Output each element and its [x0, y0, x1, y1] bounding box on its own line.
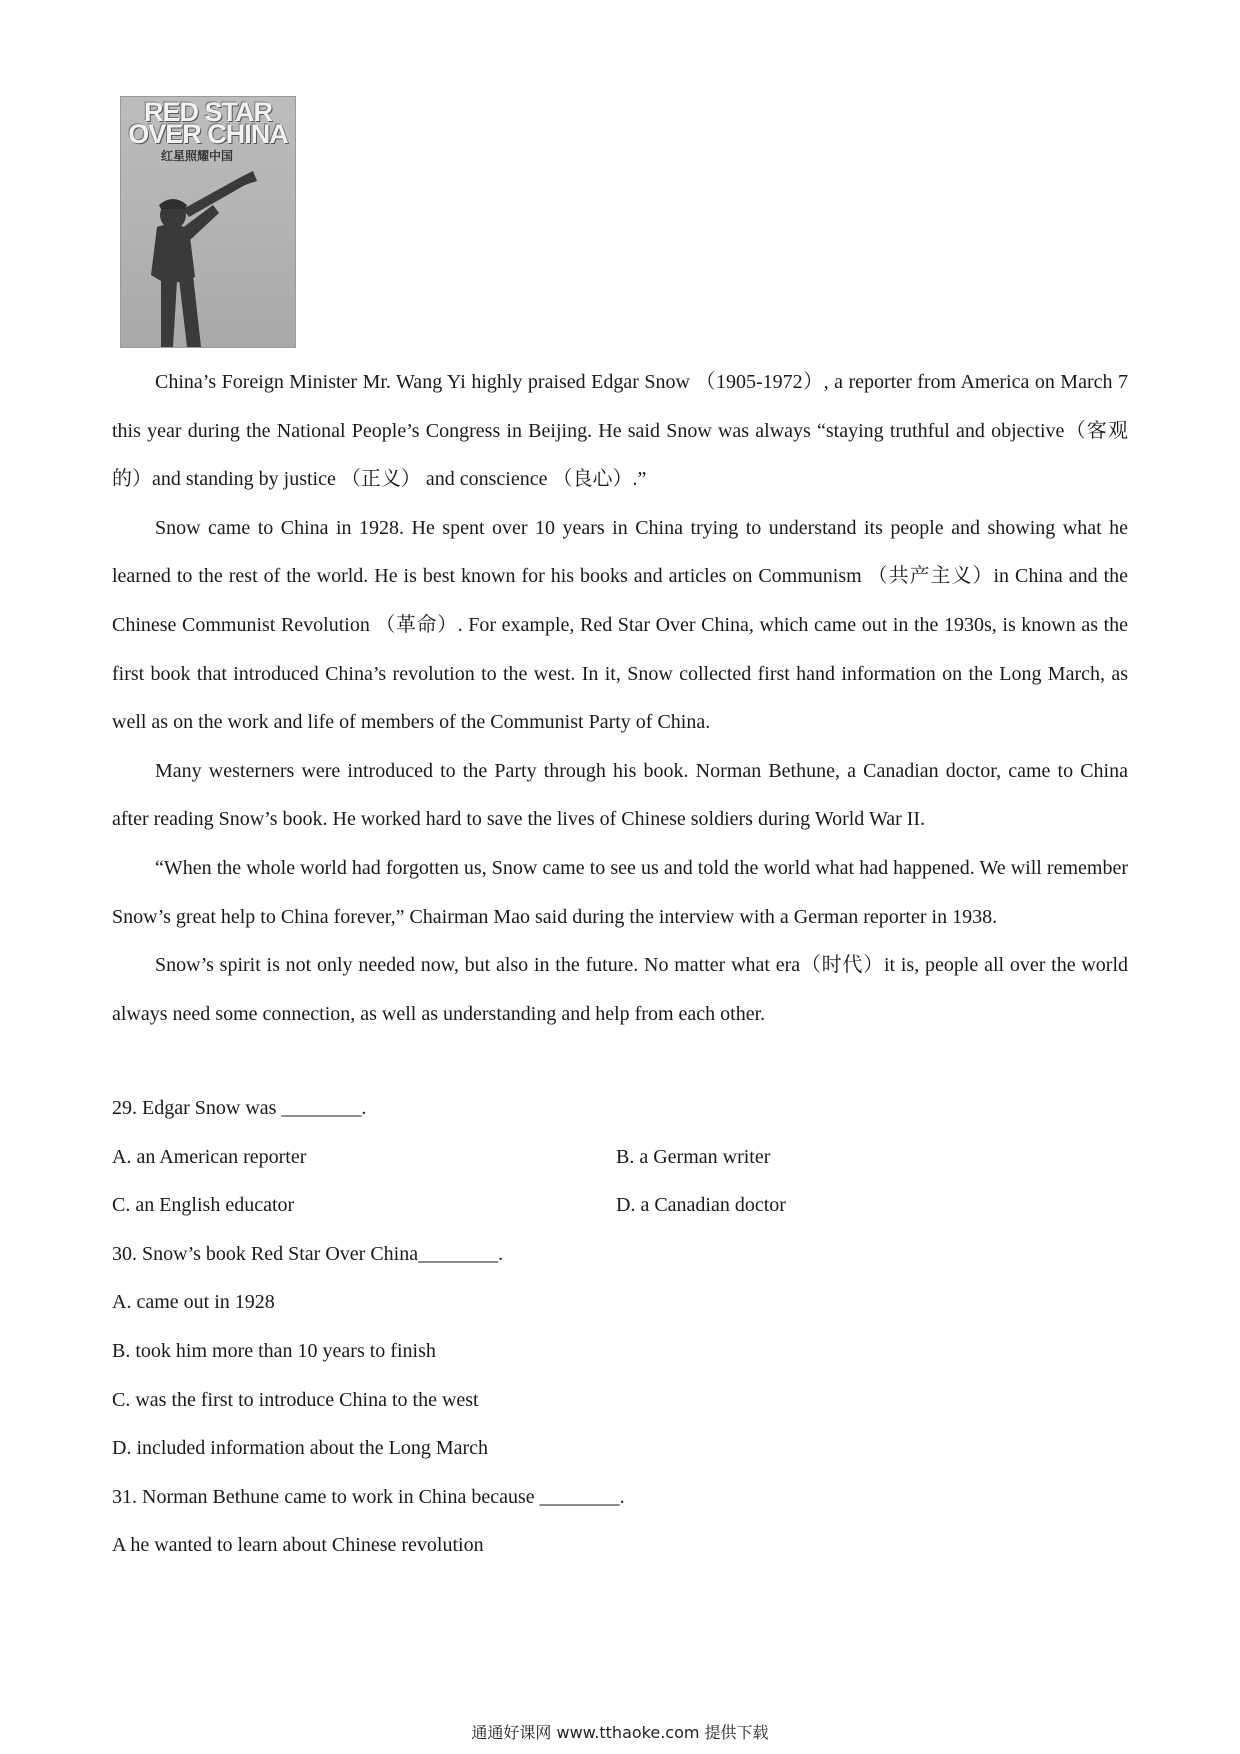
paragraph-5: Snow’s spirit is not only needed now, but also in the future. No matter what era（时代）it is, people all over the world always need some connection, as well as understanding and help from each other. — [112, 954, 1128, 1025]
question-30-option-a: A. came out in 1928 — [112, 1291, 275, 1314]
question-29-stem: 29. Edgar Snow was ________. — [112, 1097, 367, 1119]
paragraph-4: “When the whole world had forgotten us, Snow came to see us and told the world what had happened. We will remember Snow’s great help to China forever,” Chairman Mao said during the interview with a German reporter in 1938. — [112, 856, 1128, 928]
cover-title-line2: OVER CHINA — [128, 119, 288, 149]
questions-section — [112, 1084, 1128, 1570]
cover-chinese-title: 红星照耀中国 — [161, 149, 234, 163]
question-29-option-c: C. an English educator — [112, 1194, 295, 1217]
question-31-option-a: A he wanted to learn about Chinese revolution — [112, 1534, 484, 1557]
cover-title — [121, 97, 295, 149]
question-31-stem: 31. Norman Bethune came to work in China because ________. — [112, 1485, 625, 1508]
article-body — [112, 358, 1128, 1038]
paragraph-2: Snow came to China in 1928. He spent over 10 years in China trying to understand its people and showing what he learned to the rest of the world. He is best known for his books and articles on Communism （共产主义）in China and the Chinese Communist Revolution （革命）. For example, Red Star Over China, which came out in the 1930s, is known as the first book that introduced China’s revolution to the west. In it, Snow collected first hand information on the Long March, as well as on the work and life of members of the Communist Party of China. — [112, 516, 1128, 734]
question-29-options-row-1 — [112, 1133, 1128, 1182]
book-cover-image — [120, 96, 296, 348]
cover-title-line1: RED STAR — [143, 97, 272, 127]
question-29-option-a: A. an American reporter — [112, 1145, 307, 1168]
paragraph-1: China’s Foreign Minister Mr. Wang Yi highly praised Edgar Snow （1905-1972）, a reporter from America on March 7 this year during the National People’s Congress in Beijing. He said Snow was always “staying truthful and objective（客观的）and standing by justice （正义） and conscience （良心）.” — [112, 371, 1128, 491]
question-29-option-b: B. a German writer — [616, 1145, 771, 1168]
question-30-option-c: C. was the first to introduce China to the west — [112, 1388, 479, 1411]
bugler-silhouette-icon — [121, 157, 295, 347]
question-29-option-d: D. a Canadian doctor — [616, 1194, 786, 1217]
page-footer: 通通好课网 www.tthaoke.com 提供下载 — [471, 1723, 769, 1742]
question-30-option-d: D. included information about the Long March — [112, 1437, 489, 1460]
paragraph-3: Many westerners were introduced to the Party through his book. Norman Bethune, a Canadian doctor, came to China after reading Snow’s book. He worked hard to save the lives of Chinese soldiers during World War II. — [112, 759, 1128, 831]
question-30-stem: 30. Snow’s book Red Star Over China________. — [112, 1242, 504, 1265]
question-29-options-row-2 — [112, 1181, 1128, 1230]
question-30-option-b: B. took him more than 10 years to finish — [112, 1339, 436, 1362]
